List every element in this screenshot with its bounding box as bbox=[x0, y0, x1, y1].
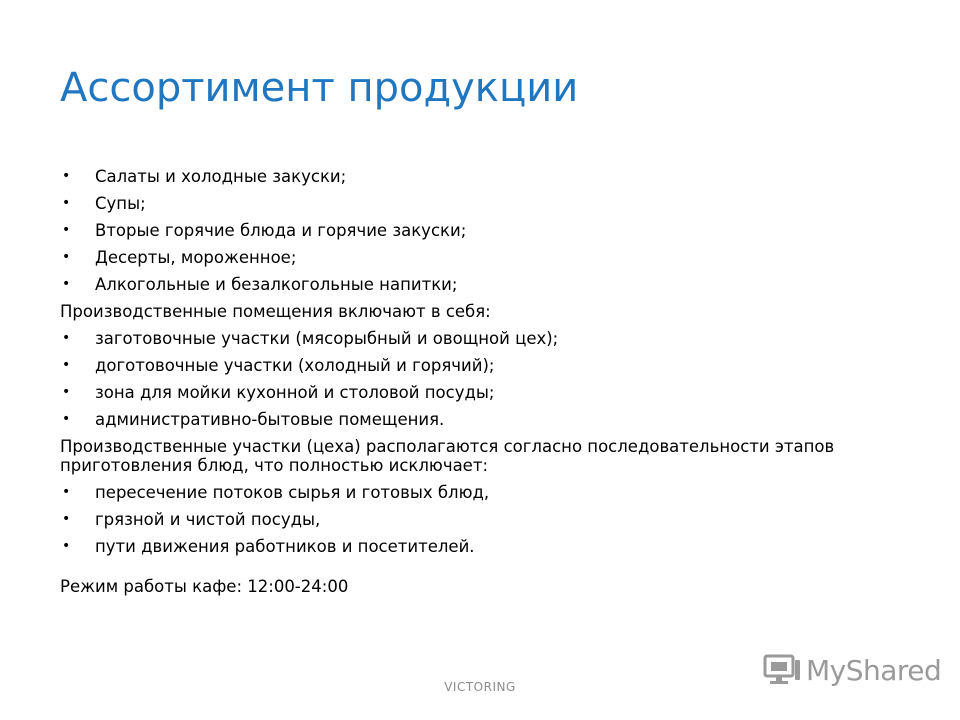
premises-list bbox=[60, 329, 920, 429]
list-item bbox=[60, 510, 920, 529]
list-item-text: Супы; bbox=[95, 194, 146, 213]
working-hours: Режим работы кафе: 12:00-24:00 bbox=[60, 577, 349, 596]
bullet-icon: • bbox=[62, 222, 71, 238]
list-item bbox=[60, 248, 920, 267]
bullet-icon: • bbox=[62, 168, 71, 184]
list-item bbox=[60, 356, 920, 375]
bullet-icon: • bbox=[62, 538, 71, 554]
bullet-icon: • bbox=[62, 249, 71, 265]
layout-paragraph: Производственные участки (цеха) располагаются согласно последовательности этапов приготовления блюд, что полностью исключает: bbox=[60, 437, 835, 475]
bullet-icon: • bbox=[62, 484, 71, 500]
bullet-icon: • bbox=[62, 384, 71, 400]
list-item bbox=[60, 275, 920, 294]
myshared-logo-icon bbox=[762, 652, 802, 688]
slide-footer: VICTORING bbox=[444, 680, 516, 694]
list-item bbox=[60, 167, 920, 186]
bullet-icon: • bbox=[62, 195, 71, 211]
list-item-text: заготовочные участки (мясорыбный и овощной цех); bbox=[95, 329, 559, 348]
bullet-icon: • bbox=[62, 276, 71, 292]
list-item bbox=[60, 410, 920, 429]
list-item bbox=[60, 483, 920, 502]
bullet-icon: • bbox=[62, 357, 71, 373]
list-item-text: грязной и чистой посуды, bbox=[95, 510, 321, 529]
list-item-text: административно-бытовые помещения. bbox=[95, 410, 445, 429]
list-item-text: Салаты и холодные закуски; bbox=[95, 167, 347, 186]
list-item-text: Алкогольные и безалкогольные напитки; bbox=[95, 275, 458, 294]
myshared-watermark bbox=[762, 652, 941, 688]
list-item bbox=[60, 329, 920, 348]
watermark-text: MyShared bbox=[806, 653, 942, 687]
list-item-text: зона для мойки кухонной и столовой посуды; bbox=[95, 383, 495, 402]
list-item bbox=[60, 221, 920, 240]
slide-content bbox=[60, 167, 920, 604]
list-item bbox=[60, 383, 920, 402]
list-item-text: доготовочные участки (холодный и горячий); bbox=[95, 356, 495, 375]
list-item bbox=[60, 194, 920, 213]
slide-title: Ассортимент продукции bbox=[60, 65, 579, 111]
exclusion-list bbox=[60, 483, 920, 556]
list-item bbox=[60, 537, 920, 556]
bullet-icon: • bbox=[62, 330, 71, 346]
menu-list bbox=[60, 167, 920, 294]
list-item-text: пути движения работников и посетителей. bbox=[95, 537, 475, 556]
bullet-icon: • bbox=[62, 411, 71, 427]
list-item-text: пересечение потоков сырья и готовых блюд, bbox=[95, 483, 490, 502]
list-item-text: Десерты, мороженное; bbox=[95, 248, 297, 267]
premises-heading: Производственные помещения включают в себя: bbox=[60, 302, 491, 321]
list-item-text: Вторые горячие блюда и горячие закуски; bbox=[95, 221, 467, 240]
bullet-icon: • bbox=[62, 511, 71, 527]
